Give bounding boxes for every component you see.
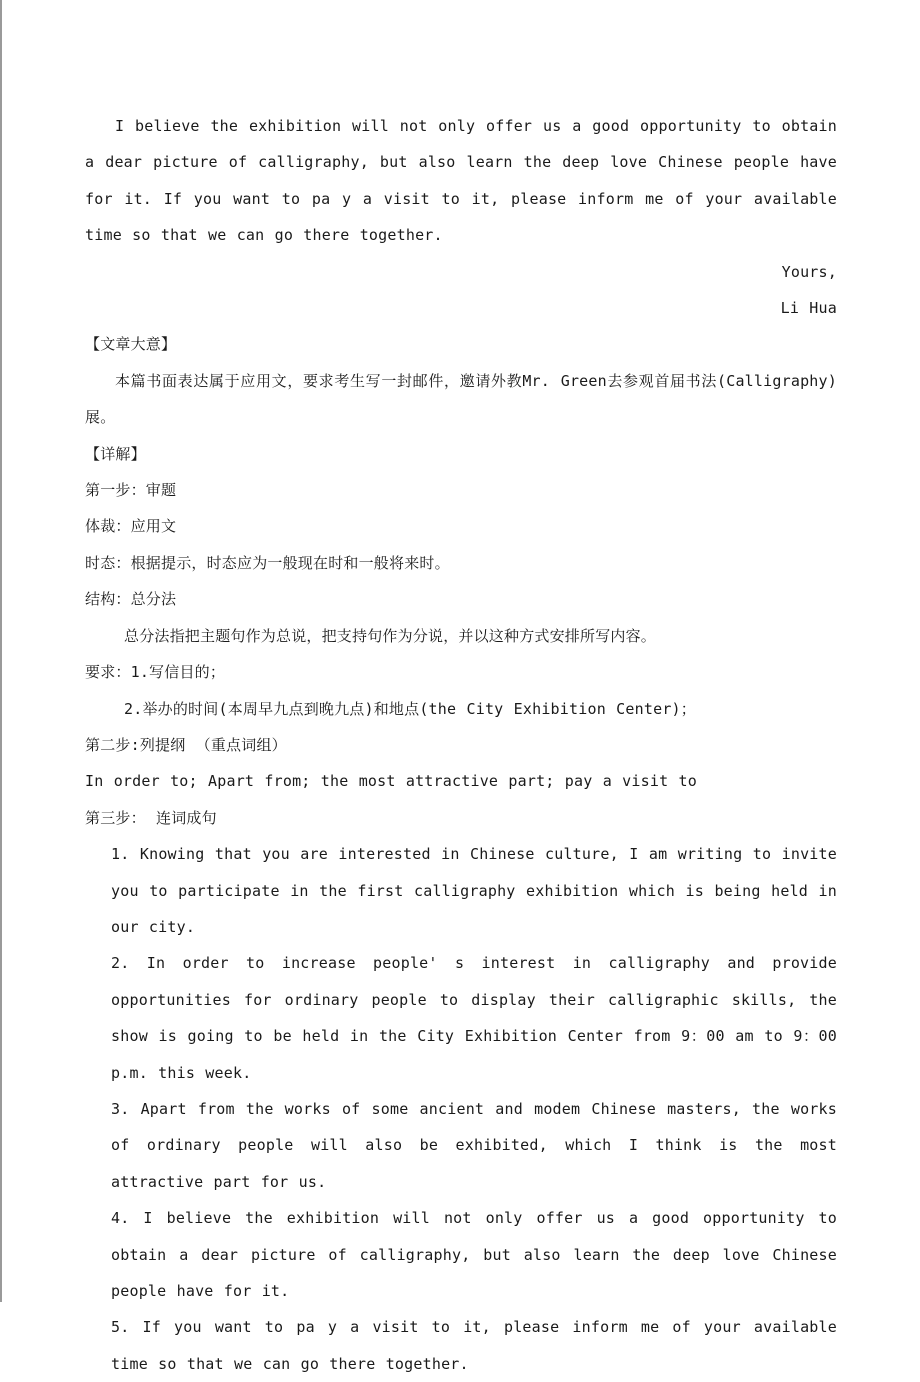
step2-heading: 第二步:列提纲 （重点词组） [85,735,287,754]
structure-note: 总分法指把主题句作为总说，把支持句作为分说，并以这种方式安排所写内容。 [124,626,657,645]
key-phrases-line: In order to; Apart from; the most attractive part; pay a visit to [85,772,697,791]
structure-line: 结构：总分法 [85,590,177,609]
numbered-sentence-list [111,836,837,1382]
step1-heading: 第一步：审题 [85,481,177,500]
sentence-item-1: 1. Knowing that you are interested in Chinese culture, I am writing to invite you to participate in the first calligraphy exhibition which is being held in our city. [111,845,837,936]
sentence-item-3: 3. Apart from the works of some ancient and modem Chinese masters, the works of ordinary people will also be exhibited, which I think is the most attractive part for us. [111,1099,837,1191]
step3-heading: 第三步： 连词成句 [85,808,217,827]
sentence-item-2: 2. In order to increase people' s interest in calligraphy and provide opportunities for ordinary people to display their calligraphic skills, the show is going to be held in the City Exhibition Center from 9：00 am to 9：00 p.m. this week. [111,954,837,1082]
requirement-line-2: 2.举办的时间(本周早九点到晚九点)和地点(the City Exhibition Center)； [124,699,696,718]
document-page [85,108,837,1382]
letter-signature: Li Hua [780,299,837,318]
sentence-item-4: 4. I believe the exhibition will not only offer us a good opportunity to obtain a dear picture of calligraphy, but also learn the deep love Chinese people have for it. [111,1209,837,1300]
summary-paragraph: 本篇书面表达属于应用文，要求考生写一封邮件，邀请外教Mr. Green去参观首届书法(Calligraphy)展。 [85,371,837,427]
requirement-line-1: 要求：1.写信目的； [85,663,226,682]
section-heading-detail: 【详解】 [85,444,146,463]
letter-closing: Yours, [781,262,837,281]
sentence-item-5: 5. If you want to pa y a visit to it, please inform me of your available time so that we can go there together. [111,1318,837,1373]
tense-line: 时态：根据提示，时态应为一般现在时和一般将来时。 [85,553,450,572]
letter-body-paragraph: I believe the exhibition will not only offer us a good opportunity to obtain a dear picture of calligraphy, but also learn the deep love Chinese people have for it. If you want to pa y a visit to it, please inform me of your available time so that we can go there together. [85,117,837,245]
section-heading-summary: 【文章大意】 [85,335,177,354]
genre-line: 体裁：应用文 [85,517,177,536]
page-edge-artifact [0,0,2,1302]
